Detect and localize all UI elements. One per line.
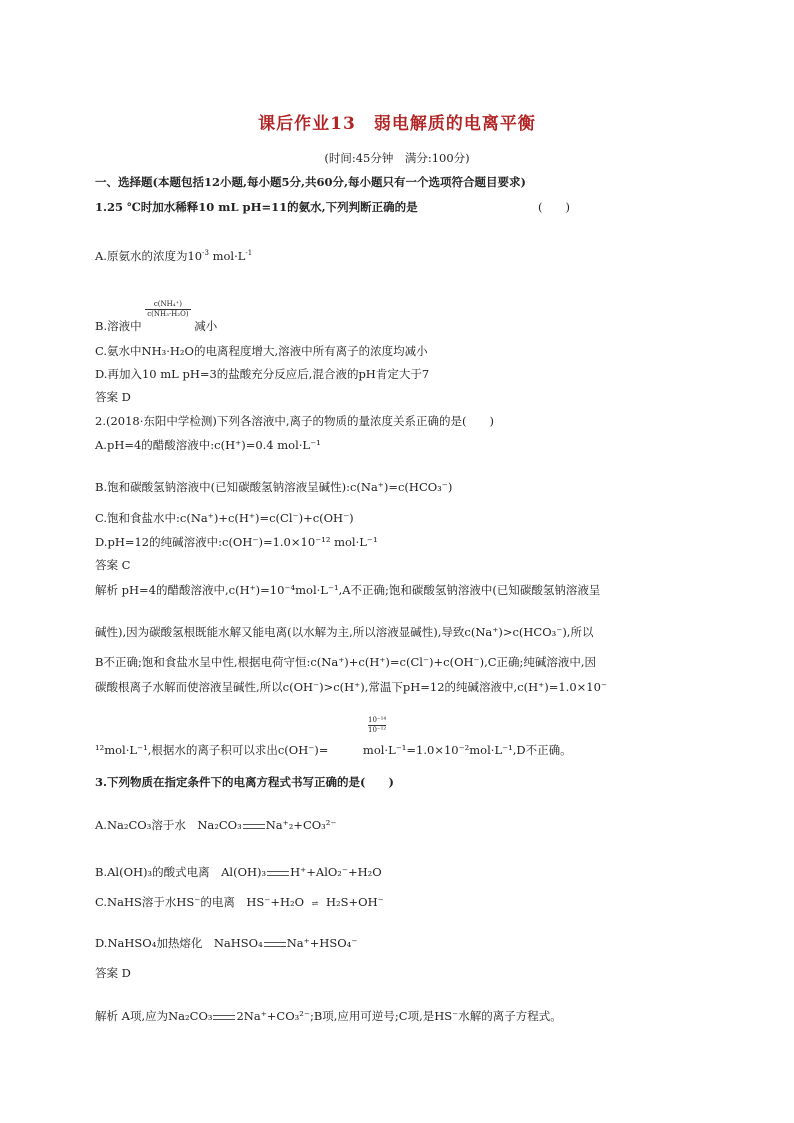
time-score-info: (时间:45分钟 满分:100分)	[324, 151, 470, 165]
q1-answer: 答案 D	[95, 390, 131, 404]
q3-option-c: C.NaHS溶于水HS⁻的电离 HS⁻+H₂O ⇌ H₂S+OH⁻	[95, 895, 384, 909]
q1-option-a: A.原氨水的浓度为$10^{-3}$ $mol\cdot L^{-1}$	[95, 249, 253, 263]
q3-option-b: B.Al(OH)₃的酸式电离 Al(OH)₃ H⁺+AlO₂⁻+H₂O	[95, 865, 382, 879]
q1-option-c: C.氨水中NH₃·H₂O的电离程度增大,溶液中所有离子的浓度均减小	[95, 344, 428, 358]
q2-explanation-line: 碱性),因为碳酸氢根既能水解又能电离(以水解为主,所以溶液显碱性),导致c(Na⁺)>c(HCO₃⁻),所以	[95, 625, 594, 639]
q2-explanation-line: 碳酸根离子水解而使溶液呈碱性,所以c(OH⁻)>c(H⁺),常温下pH=12的纯碱溶液中,c(H⁺)=1.0×10⁻	[95, 680, 607, 694]
equals-arrow-icon	[264, 942, 286, 947]
q3-answer: 答案 D	[95, 966, 131, 980]
q2-option-b: B.饱和碳酸氢钠溶液中(已知碳酸氢钠溶液呈碱性):c(Na⁺)=c(HCO₃⁻)	[95, 480, 453, 494]
q1-option-b: B.溶液中 $\frac{\text{c(NH₄⁺)}}{\text{c(NH₃·H₂O)}}$ 减小	[95, 300, 218, 334]
q3-explanation: 解析 A项,应为Na₂CO₃ 2Na⁺+CO₃²⁻;B项,应用可逆号;C项,是HS⁻水解的离子方程式。	[95, 1009, 562, 1023]
ratio-fraction: $\frac{\text{c(NH₄⁺)}}{\text{c(NH₃·H₂O)}}$	[147, 300, 189, 319]
q3-stem: 3.下列物质在指定条件下的电离方程式书写正确的是( )	[95, 775, 394, 789]
equals-arrow-icon	[267, 871, 289, 876]
q2-option-d: D.pH=12的纯碱溶液中:c(OH⁻)=1.0×10⁻¹² mol·L⁻¹	[95, 535, 378, 549]
q2-answer: 答案 C	[95, 558, 131, 572]
q1-option-d: D.再加入10 mL pH=3的盐酸充分反应后,混合液的pH肯定大于7	[95, 367, 430, 381]
q2-option-c: C.饱和食盐水中:c(Na⁺)+c(H⁺)=c(Cl⁻)+c(OH⁻)	[95, 511, 354, 525]
section-heading: 一、选择题(本题包括12小题,每小题5分,共60分,每小题只有一个选项符合题目要求)	[95, 175, 526, 189]
q3-option-d: D.NaHSO₄加热熔化 NaHSO₄ Na⁺+HSO₄⁻	[95, 936, 358, 950]
reversible-arrow-icon: ⇌	[311, 898, 319, 908]
q2-stem: 2.(2018·东阳中学检测)下列各溶液中,离子的物质的量浓度关系正确的是( )	[95, 414, 494, 428]
q2-explanation-line: 解析 pH=4的醋酸溶液中,c(H⁺)=10⁻⁴mol·L⁻¹,A不正确;饱和碳酸氢钠溶液中(已知碳酸氢钠溶液呈	[95, 583, 601, 597]
equals-arrow-icon	[243, 824, 265, 829]
q2-option-a: A.pH=4的醋酸溶液中:c(H⁺)=0.4 mol·L⁻¹	[95, 438, 321, 452]
q2-explanation-line: B不正确;饱和食盐水呈中性,根据电荷守恒:c(Na⁺)+c(H⁺)=c(Cl⁻)+c(OH⁻),C正确;纯碱溶液中,因	[95, 655, 597, 669]
q1-stem: 1.25 ℃时加水稀释10 mL pH=11的氨水,下列判断正确的是	[95, 200, 418, 214]
q2-explanation-line: ¹²mol·L⁻¹,根据水的离子积可以求出c(OH⁻)= mol·L⁻¹=1.0×10⁻²mol·L⁻¹,D不正确。	[95, 743, 572, 757]
q3-option-a: A.Na₂CO₃溶于水 Na₂CO₃ Na⁺₂+CO₃²⁻	[95, 818, 337, 832]
q1-answer-bracket: ( )	[538, 200, 570, 214]
equals-arrow-icon	[213, 1015, 235, 1020]
page-title: 课后作业13 弱电解质的电离平衡	[258, 114, 536, 134]
water-ion-product-fraction: 10⁻¹⁴ 10⁻¹²	[368, 716, 387, 735]
